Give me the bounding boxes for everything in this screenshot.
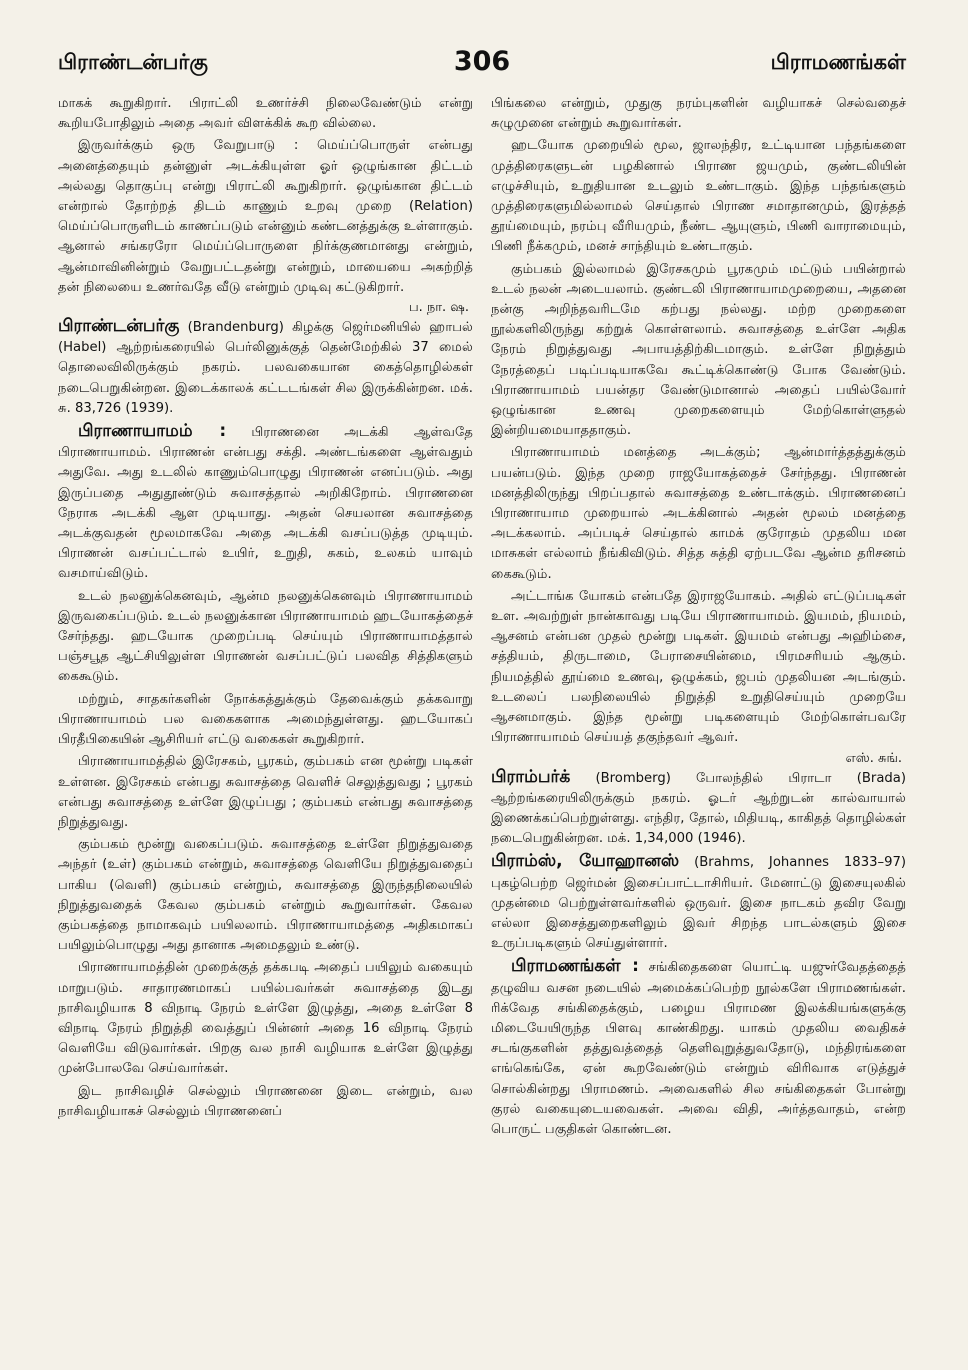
paragraph: பிங்கலை என்றும், முதுகு நரம்புகளின் வழியாகச் செல்வதைச் சுழுமுனை என்றும் கூறுவார்கள்.: [491, 96, 906, 132]
paragraph: ஹடயோக முறையில் மூல, ஜாலந்திர, உட்டியான பந்தங்களை முத்திரைகளுடன் பழகினால் பிராண ஜயமும், குண்டலியின் எழுச்சியும், உறுதியான உடலும் உண்டாகும். இந்த பந்தங்களும் முத்திரைகளுமில்லாமல் செய்தால் பிராண சமாதானமும், இரத்தத் தூய்மையும், நரம்பு வீரியமும், நீண்ட ஆயுளும், பிணி வாராமையும், பிணி நீக்கமும், மனச் சாந்தியும் உண்டாகும்.: [491, 138, 906, 255]
entry-pranayama: [58, 421, 473, 585]
entry-brandenburg: [58, 316, 473, 419]
entry-brahms: [491, 851, 906, 954]
paragraph: பிராணாயாமம் மனத்தை அடக்கும்; ஆன்மார்த்தத்துக்கும் பயன்படும். இந்த முறை ராஜயோகத்தைச் சேர்ந்தது. பிராணன் மனத்திலிருந்து பிறப்பதால் சுவாசத்தை உண்டாக்கும். பிராணனைப் பிராணாயாம முறையால் அடக்கினால் அதன் மூலம் மனத்தை அடக்கலாம். அப்படிச் செய்தால் காமக் குரோதம் முதலிய மன மாசுகள் எல்லாம் நீங்கிவிடும். சித்த சுத்தி ஏற்படவே ஆன்ம தரிசனம் கைகூடும்.: [491, 445, 906, 582]
author-initials: எஸ். சுங்.: [845, 750, 902, 766]
running-header: [58, 46, 906, 94]
right-column: [491, 94, 906, 1142]
headword: பிராம்பர்க்: [491, 766, 571, 787]
headword: பிராம்ஸ், யோஹானஸ்: [491, 851, 680, 872]
paragraph: பிராணாயாமத்தின் முறைக்குத் தக்கபடி அதைப் பயிலும் வகையும் மாறுபடும். சாதாரணமாகப் பயில்பவர்கள் சுவாசத்தை இடது நாசிவழியாக 8 விநாடி நேரம் உள்ளே இழுத்து, அதை உள்ளே 8 விநாடி நேரம் நிறுத்தி வைத்துப் பின்னர் அதை 16 விநாடி நேரம் வெளியே விடுவார்கள். பிறகு வல நாசி வழியாக உள்ளே இழுத்து முன்போலவே செய்வார்கள்.: [58, 960, 473, 1077]
paragraph: பிராணாயாமத்தில் இரேசகம், பூரகம், கும்பகம் என மூன்று படிகள் உள்ளன. இரேசகம் என்பது சுவாசத்தை வெளிச் செலுத்துவது ; பூரகம் என்பது சுவாசத்தை உள்ளே இழுப்பது ; கும்பகம் என்பது சுவாசத்தை நிறுத்துவது.: [58, 754, 473, 830]
paragraph: இருவர்க்கும் ஒரு வேறுபாடு : மெய்ப்பொருள் என்பது அனைத்தையும் தன்னுள் அடக்கியுள்ள ஓர் ஒழுங்கான திட்டம் அல்லது தொகுப்பு என்று பிராட்லி கூறுகிறார். ஒழுங்கான திட்டம் என்றால் தோற்றத் திடம் காணும் உறவு முறை (Relation) மெய்ப்பொருளிடம் காணப்படும் என்னும் கண்டனத்துக்கு உள்ளாகும். ஆனால் சங்கரரோ மெய்ப்பொருளை நிர்க்குணமானது என்றும், ஆன்மாவினின்றும் வேறுபட்டதன்று என்றும், மாயையை அகற்றித் தன் நிலையை உணர்வதே வீடு என்றும் முடிவு கட்டுகிறார்.: [58, 138, 473, 295]
paragraph: கும்பகம் மூன்று வகைப்படும். சுவாசத்தை உள்ளே நிறுத்துவதை அந்தர் (உள்) கும்பகம் என்றும், சுவாசத்தை வெளியே நிறுத்துவதைப் பாகிய (வெளி) கும்பகம் என்றும், சுவாசத்தை இருந்தநிலையில் நிறுத்துவதைக் கேவல கும்பகம் என்றும் கூறுவார்கள். கேவல கும்பகத்தை நாமாகவும் பயிலலாம். பிராணாயாமத்தை அதிகமாகப் பயிலும்பொழுது அது தானாக அமைதலும் உண்டு.: [58, 837, 473, 954]
entry-brahmanas: [491, 956, 906, 1140]
entry-bromberg: [491, 767, 906, 850]
entry-body: (Bromberg) போலந்தில் பிராடா (Brada) ஆற்றங்கரையிலிருக்கும் நகரம். ஓடர் ஆற்றுடன் கால்வாயால் இணைக்கப்பெற்றுள்ளது. எந்திர, தோல், மிதியடி, காகிதத் தொழில்கள் நடைபெறுகின்றன. மக். 1,34,000 (1946).: [491, 770, 906, 847]
page-number: 306: [453, 46, 511, 77]
paragraph: மற்றும், சாதகர்களின் நோக்கத்துக்கும் தேவைக்கும் தக்கவாறு பிராணாயாமம் பல வகைகளாக அமைந்துள்ளது. ஹடயோகப் பிரதீபிகையின் ஆசிரியர் எட்டு வகைகள் கூறுகிறார்.: [58, 691, 473, 748]
headword: பிராமணங்கள் :: [511, 956, 639, 977]
two-column-body: [58, 94, 906, 1142]
headword: பிராண்டன்பர்கு: [58, 316, 180, 337]
entry-body: சங்கிதைகளை யொட்டி யஜுர்வேதத்தைத் தழுவிய வசன நடையில் அமைக்கப்பெற்ற நூல்களே பிராமணங்கள். ரிக்வேத சங்கிதைக்கும், பழைய பிராமண இலக்கியங்களுக்கு மிடையேயிருந்த பிளவு காண்கிறது. யாகம் முதலிய வைதிகச் சடங்குகளின் தத்துவத்தைத் தெளிவுறுத்துவதோடு, மந்திரங்களை எங்கெங்கே, ஏன் கூறவேண்டும் என்றும் விரிவாக எடுத்துச் சொல்கின்றது பிராமணம். அவைகளில் சில சங்கிதைகள் போன்று குரல் வகையுடையவைகள். அவை விதி, அர்த்தவாதம், என்ற பொருட் பகுதிகள் கொண்டன.: [491, 960, 907, 1137]
paragraph: அட்டாங்க யோகம் என்பதே இராஜயோகம். அதில் எட்டுப்படிகள் உள. அவற்றுள் நான்காவது படியே பிராணாயாமம். இயமம், நியமம், ஆசனம் என்பன முதல் மூன்று படிகள். இயமம் என்பது அஹிம்சை, சத்தியம், திருடாமை, பேராசையின்மை, பிரமசரியம் ஆகும். நியமத்தில் தூய்மை உணவு, ஒழுக்கம், ஜபம் முதலியன அடங்கும். உடலைப் பலநிலையில் நிறுத்தி உறுதிசெய்யும் முறையே ஆசனமாகும். இந்த மூன்று படிகளையும் மேற்கொள்பவரே பிராணாயாமம் செய்யத் தகுந்தவர் ஆவர்.: [491, 588, 906, 746]
paragraph: மாகக் கூறுகிறார். பிராட்லி உணர்ச்சி நிலைவேண்டும் என்று கூறியபோதிலும் அதை அவர் விளக்கிக் கூற வில்லை.: [58, 96, 473, 132]
left-column: [58, 94, 473, 1142]
paragraph: கும்பகம் இல்லாமல் இரேசகமும் பூரகமும் மட்டும் பயின்றால் உடல் நலன் அடையலாம். குண்டலி பிராணாயாமமுறையை, அதனை நன்கு அறிந்தவரிடமே கற்பது நல்லது. மற்ற முறைகளை நூல்களிலிருந்து கற்றுக் கொள்ளலாம். சுவாசத்தை உள்ளே அதிக நேரம் நிறுத்துவது அபாயத்திற்கிடமாகும். உள்ளே நிறுத்தும் நேரத்தைப் படிப்படியாகவே கூட்டிக்கொண்டு போக வேண்டும். பிராணாயாமம் பயன்தர வேண்டுமானால் அதைப் பயில்வோர் ஒழுங்கான உணவு முறைகளையும் மேற்கொள்ளுதல் இன்றியமையாததாகும்.: [491, 261, 906, 439]
paragraph: உடல் நலனுக்கெனவும், ஆன்ம நலனுக்கெனவும் பிராணாயாமம் இருவகைப்படும். உடல் நலனுக்கான பிராணாயாமம் ஹடயோகத்தைச் சேர்ந்தது. ஹடயோக முறைப்படி செய்யும் பிராணாயாமத்தால் பஞ்சபூத ஆட்சியிலுள்ள பிராணன் வசப்பட்டுப் பலவித சித்திகளும் கைகூடும்.: [58, 588, 473, 685]
header-left-term: பிராண்டன்பர்கு: [58, 50, 208, 74]
paragraph: இட நாசிவழிச் செல்லும் பிராணனை இடை என்றும், வல நாசிவழியாகச் செல்லும் பிராணனைப்: [58, 1083, 473, 1119]
header-right-term: பிராமணங்கள்: [770, 50, 906, 74]
entry-body: பிராணனை அடக்கி ஆள்வதே பிராணாயாமம். பிராணன் என்பது சக்தி. அண்டங்களை ஆள்வதும் அதுவே. அது உடலில் காணும்பொழுது பிராணன் எனப்படும். அது இருப்பதை அதுதூண்டும் சுவாசத்தால் அறிகிறோம். பிராணனை நேராக அடக்கி ஆள முடியாது. அதன் செயலான சுவாசத்தை அடக்குவதன் மூலமாகவே அதை அடக்கி வசப்படுத்த முடியும். பிராணன் வசப்பட்டால் உயிர், உறுதி, சுகம், உலகம் யாவும் வசமாய்விடும்.: [58, 425, 473, 582]
entry-body: (Brandenburg) கிழக்கு ஜெர்மனியில் ஹாபல் (Habel) ஆற்றங்கரையில் பெர்லினுக்குத் தென்மேற்கில் 37 மைல் தொலைவிலிருக்கும் நகரம். பலவகையான கைத்தொழில்கள் நடைபெறுகின்றன. இடைக்காலக் கட்டடங்கள் சில இருக்கின்றன. மக். சு. 83,726 (1939).: [58, 320, 473, 416]
headword: பிராணாயாமம் :: [78, 421, 227, 442]
entry-body: (Brahms, Johannes 1833–97) புகழ்பெற்ற ஜெர்மன் இசைப்பாட்டாசிரியர். மேனாட்டு இசையுலகில் முதன்மை பெற்றுள்ளவர்களில் ஒருவர். இசை நாடகம் தவிர வேறு எல்லா இசைத்துறைகளிலும் இவர் சிறந்த பாடல்களும் இசை உருப்படிகளும் செய்துள்ளார்.: [491, 855, 906, 952]
author-initials: ப. நா. ஷ.: [408, 300, 469, 316]
